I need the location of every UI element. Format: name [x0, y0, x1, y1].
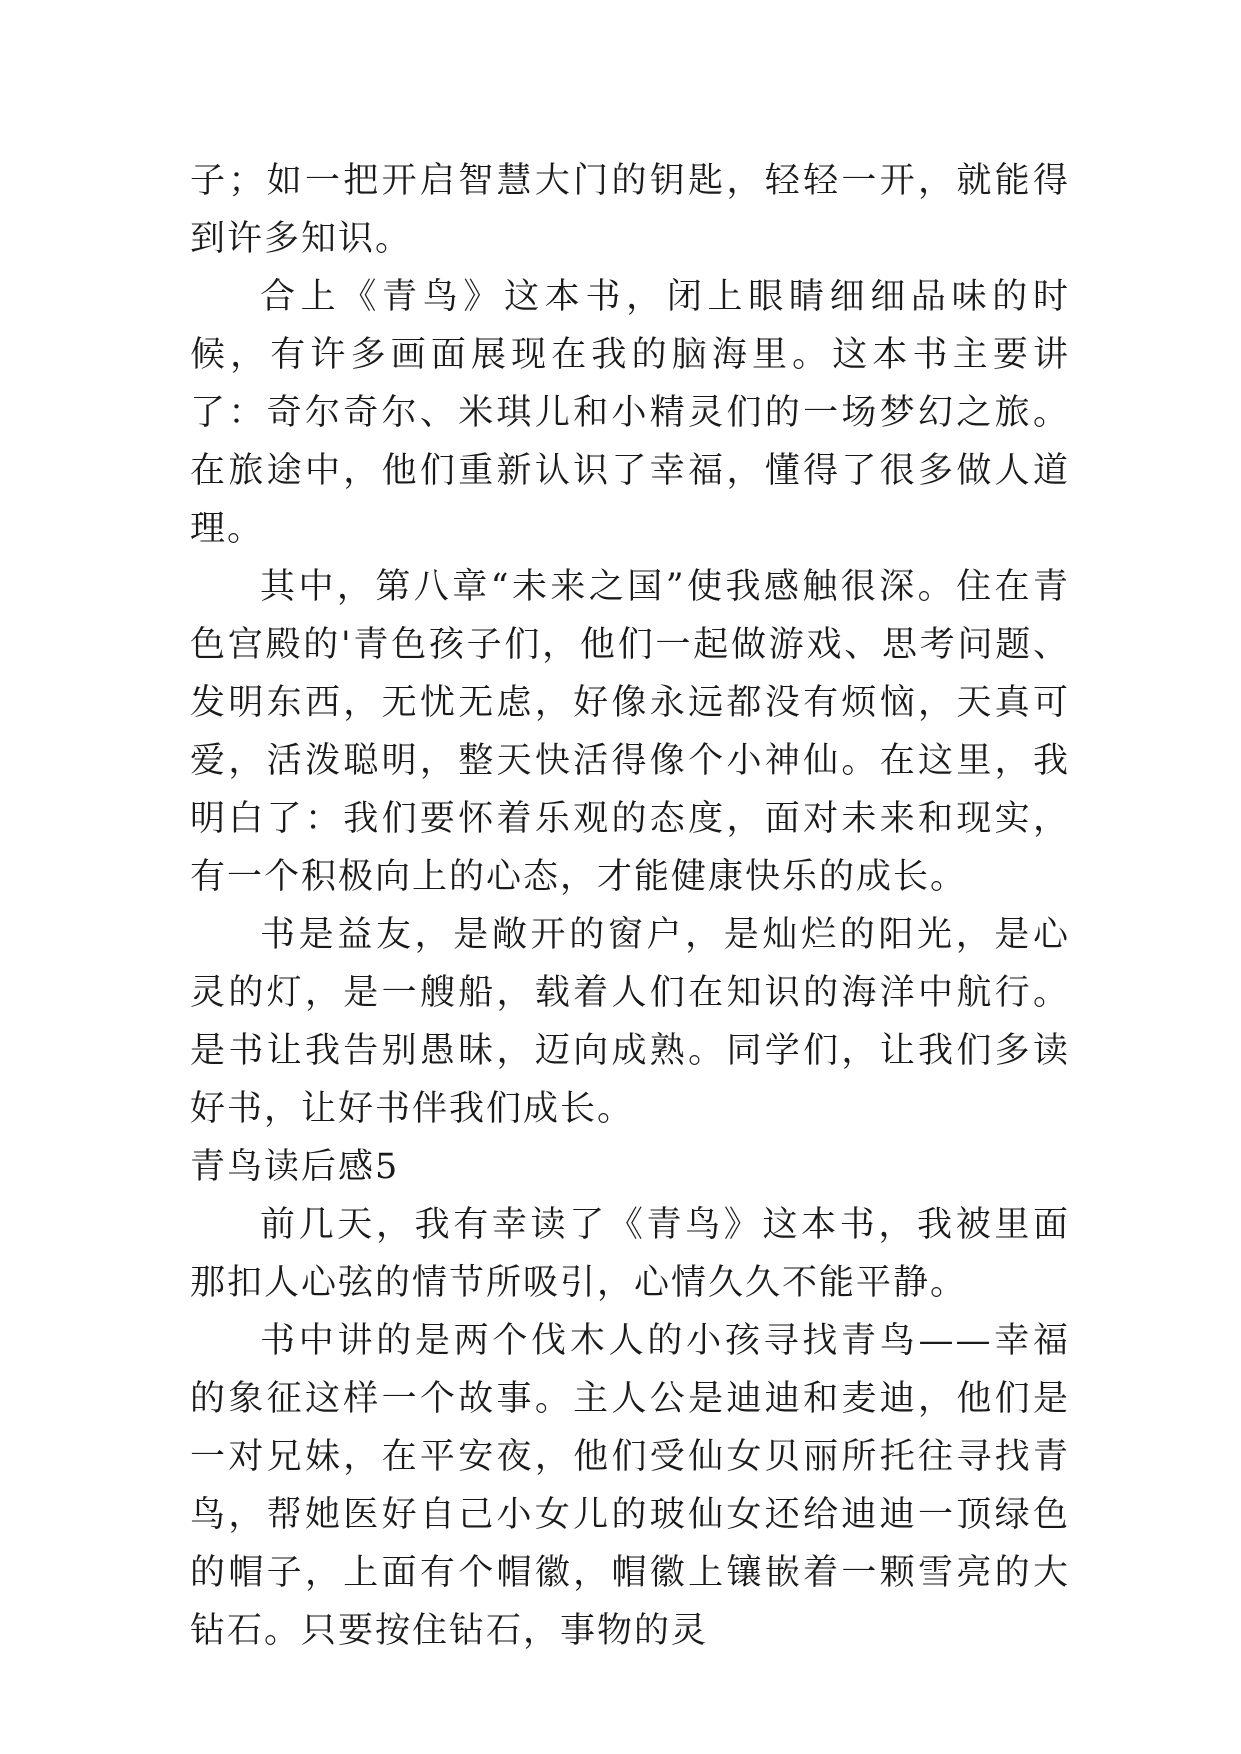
paragraph: 书是益友，是敞开的窗户，是灿烂的阳光，是心灵的灯，是一艘船，载着人们在知识的海洋中航行。是书让我告别愚昧，迈向成熟。同学们，让我们多读好书，让好书伴我们成长。	[190, 915, 1070, 1129]
paragraph: 其中，第八章“未来之国”使我感触很深。住在青色宫殿的'青色孩子们，他们一起做游戏、思考问题、发明东西，无忧无虑，好像永远都没有烦恼，天真可爱，活泼聪明，整天快活得像个小神仙。在这里，我明白了：我们要怀着乐观的态度，面对未来和现实，有一个积极向上的心态，才能健康快乐的成长。	[190, 567, 1070, 897]
paragraph: 合上《青鸟》这本书，闭上眼睛细细品味的时候，有许多画面展现在我的脑海里。这本书主要讲了：奇尔奇尔、米琪儿和小精灵们的一场梦幻之旅。在旅途中，他们重新认识了幸福，懂得了很多做人道理。	[190, 277, 1070, 549]
section-title: 青鸟读后感5	[190, 1147, 400, 1187]
paragraph-continuation: 子；如一把开启智慧大门的钥匙，轻轻一开，就能得到许多知识。	[190, 161, 1070, 259]
paragraph: 前几天，我有幸读了《青鸟》这本书，我被里面那扣人心弦的情节所吸引，心情久久不能平静。	[190, 1205, 1070, 1303]
paragraph: 书中讲的是两个伐木人的小孩寻找青鸟——幸福的象征这样一个故事。主人公是迪迪和麦迪，他们是一对兄妹，在平安夜，他们受仙女贝丽所托往寻找青鸟，帮她医好自己小女儿的玻仙女还给迪迪一顶绿色的帽子，上面有个帽徽，帽徽上镶嵌着一颗雪亮的大钻石。只要按住钻石，事物的灵	[190, 1321, 1070, 1651]
document-body	[190, 152, 1070, 1660]
